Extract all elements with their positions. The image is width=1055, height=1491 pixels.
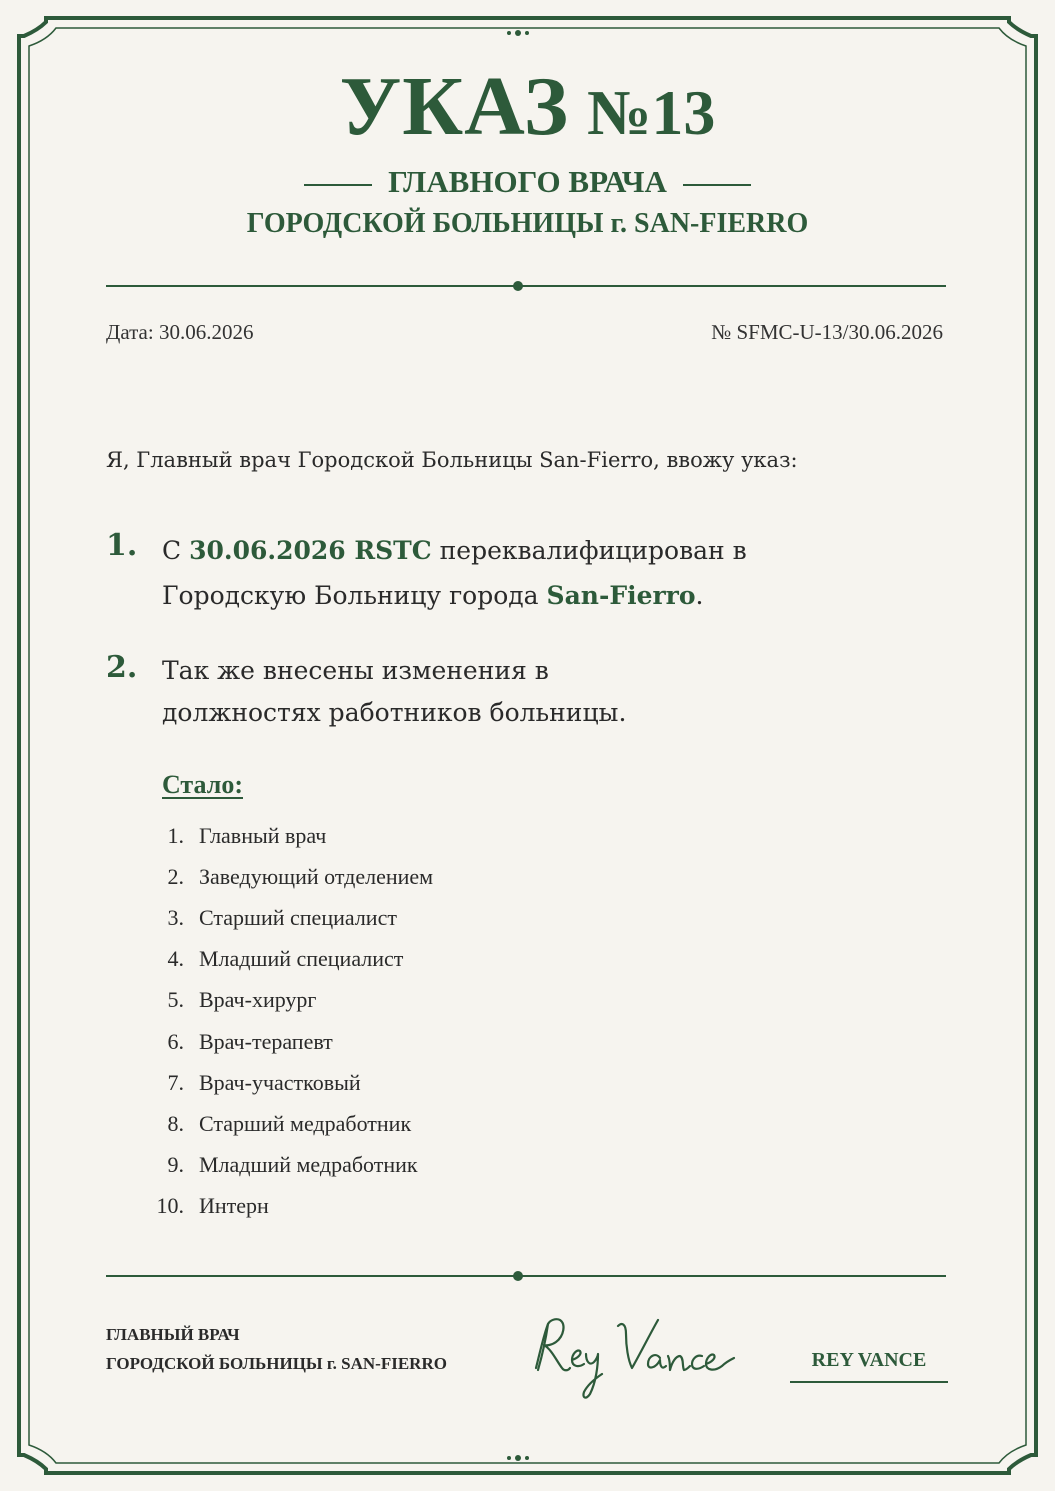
signer-printed-name: REY VANCE bbox=[811, 1349, 927, 1371]
document-date: Дата: 30.06.2026 bbox=[106, 320, 254, 344]
document-title bbox=[0, 58, 1055, 155]
point-1-text-part: С bbox=[162, 536, 190, 565]
list-item bbox=[140, 815, 433, 856]
point-1-text-part: . bbox=[695, 581, 704, 610]
role-number: 2. bbox=[167, 863, 184, 889]
roles-list bbox=[140, 815, 433, 1227]
role-name: Младший специалист bbox=[199, 946, 404, 972]
point-1-number: 1. bbox=[106, 528, 138, 563]
role-number: 8. bbox=[167, 1110, 184, 1136]
bottom-ornament bbox=[507, 1455, 529, 1461]
subtitle-line1-text: ГЛАВНОГО ВРАЧА bbox=[388, 164, 667, 199]
handwritten-signature bbox=[530, 1312, 745, 1402]
point-1-date-highlight: 30.06.2026 RSTC bbox=[189, 536, 432, 565]
role-number: 5. bbox=[167, 987, 184, 1013]
header-divider bbox=[106, 281, 946, 291]
role-number: 3. bbox=[167, 904, 184, 930]
subtitle-dash-right bbox=[683, 184, 751, 186]
title-number: №13 bbox=[587, 77, 716, 148]
top-ornament bbox=[507, 30, 529, 36]
signature-line bbox=[790, 1381, 948, 1383]
list-item bbox=[140, 1103, 433, 1144]
point-2-number: 2. bbox=[106, 650, 138, 685]
list-item bbox=[140, 980, 433, 1021]
list-item bbox=[140, 1062, 433, 1103]
role-number: 9. bbox=[167, 1152, 184, 1178]
footer-divider bbox=[106, 1271, 946, 1281]
subtitle-line1 bbox=[0, 164, 1055, 200]
role-number: 10. bbox=[156, 1193, 184, 1219]
stalo-label: Стало: bbox=[162, 770, 243, 799]
role-name: Главный врач bbox=[199, 822, 327, 848]
signer-position bbox=[106, 1320, 447, 1378]
role-name: Врач-терапевт bbox=[199, 1028, 333, 1054]
intro-text: Я, Главный врач Городской Больницы San-Fierro, ввожу указ: bbox=[106, 448, 798, 472]
list-item bbox=[140, 939, 433, 980]
role-name: Младший медработник bbox=[199, 1152, 418, 1178]
role-name: Врач-хирург bbox=[199, 987, 317, 1013]
role-name: Заведующий отделением bbox=[199, 863, 434, 889]
role-number: 1. bbox=[167, 822, 184, 848]
document-number: № SFMC-U-13/30.06.2026 bbox=[711, 320, 943, 344]
point-1-text bbox=[162, 528, 862, 618]
list-item bbox=[140, 897, 433, 938]
point-1-text-part: переквалифицирован в Городскую Больницу города bbox=[162, 536, 747, 610]
list-item bbox=[140, 1021, 433, 1062]
list-item bbox=[140, 1186, 433, 1227]
list-item bbox=[140, 1145, 433, 1186]
list-item bbox=[140, 856, 433, 897]
signer-position-line2: ГОРОДСКОЙ БОЛЬНИЦЫ г. SAN-FIERRO bbox=[106, 1354, 447, 1373]
subtitle-dash-left bbox=[304, 184, 372, 186]
role-name: Интерн bbox=[199, 1193, 269, 1219]
role-number: 4. bbox=[167, 946, 184, 972]
point-2-text: Так же внесены изменения в должностях работников больницы. bbox=[162, 656, 627, 727]
role-number: 7. bbox=[167, 1069, 184, 1095]
subtitle-line2: ГОРОДСКОЙ БОЛЬНИЦЫ г. SAN-FIERRO bbox=[246, 208, 809, 239]
role-name: Старший медработник bbox=[199, 1110, 412, 1136]
title-main: УКАЗ bbox=[339, 60, 570, 153]
role-name: Старший специалист bbox=[199, 904, 397, 930]
role-name: Врач-участковый bbox=[199, 1069, 361, 1095]
point-1-city-highlight: San-Fierro bbox=[546, 581, 696, 610]
signer-position-line1: ГЛАВНЫЙ ВРАЧ bbox=[106, 1325, 240, 1344]
role-number: 6. bbox=[167, 1028, 184, 1054]
